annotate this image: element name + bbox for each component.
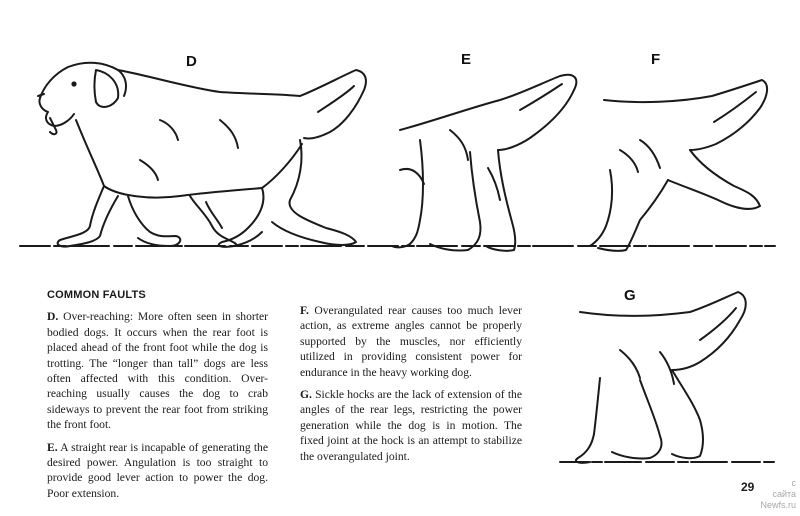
watermark-line-3: Newfs.ru bbox=[760, 500, 796, 510]
text-column-right bbox=[300, 303, 522, 471]
paragraph-d bbox=[47, 309, 268, 432]
figure-label-g: G bbox=[624, 287, 636, 304]
paragraph-f bbox=[300, 303, 522, 380]
figure-label-d: D bbox=[186, 53, 197, 70]
paragraph-g-label: G. bbox=[300, 388, 312, 402]
paragraph-f-label: F. bbox=[300, 304, 309, 317]
paragraph-f-text: Overangulated rear causes too much lever action, as extreme angles cannot be properly supported by the muscles, nor efficiently utilized in providing consistent power for endurance in the heavy working dog. bbox=[300, 304, 522, 379]
figure-label-e: E bbox=[461, 51, 472, 68]
text-column-left bbox=[47, 288, 268, 508]
dog-figure-e bbox=[392, 75, 576, 251]
paragraph-e-text: A straight rear is incapable of generating the desired power. Angulation is too straight to provide good lever action to power the dog. Poor extension. bbox=[47, 440, 268, 500]
paragraph-e bbox=[47, 440, 268, 502]
paragraph-d-label: D. bbox=[47, 310, 59, 324]
paragraph-g bbox=[300, 387, 522, 464]
paragraph-g-text: Sickle hocks are the lack of extension of the angles of the rear legs, restricting the power generation while the dog is in motion. The fixed joint at the hock is an attempt to stabilize the overangulated joint. bbox=[300, 388, 522, 463]
page-number: 29 bbox=[741, 480, 755, 494]
paragraph-d-text: Over-reaching: More often seen in shorter bodied dogs. It occurs when the rear foot is placed ahead of the front foot while the dog is trotting. The “longer than tall” dogs are less often affected with this condition. Over-reaching usually causes the dog to crab sideways to prevent the rear foot from striking the front foot. bbox=[47, 310, 268, 432]
watermark-line-2: сайта bbox=[772, 489, 796, 499]
figure-label-f: F bbox=[651, 51, 661, 68]
dog-figure-g bbox=[560, 292, 776, 463]
paragraph-e-label: E. bbox=[47, 440, 58, 454]
dog-figure-d bbox=[38, 63, 366, 247]
section-heading: COMMON FAULTS bbox=[47, 289, 146, 301]
dog-figure-f bbox=[590, 80, 767, 251]
watermark-line-1: с bbox=[791, 478, 796, 488]
